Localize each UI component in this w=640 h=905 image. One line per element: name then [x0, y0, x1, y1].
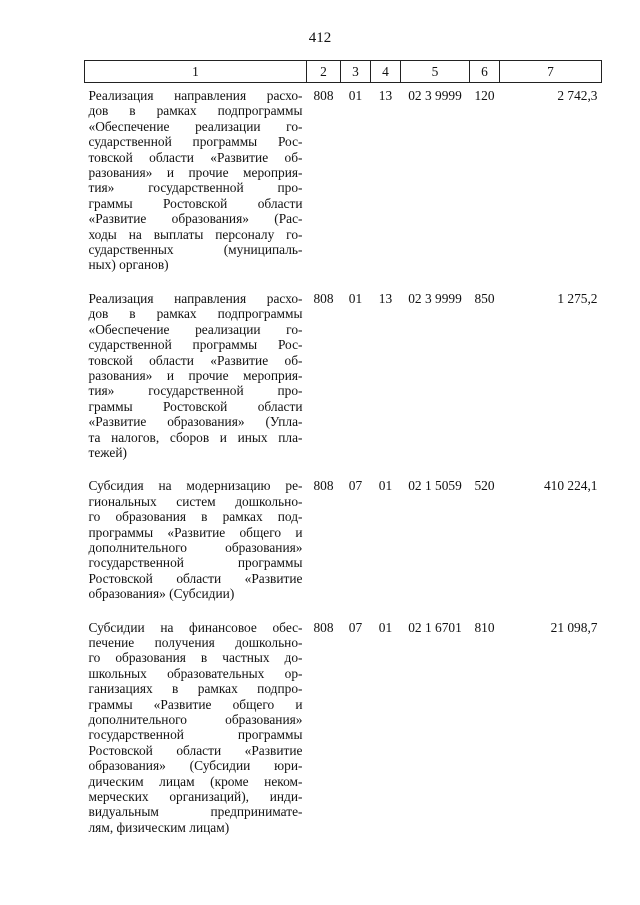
description-line: мерческих организаций), инди- [88, 789, 303, 805]
expense-type-cell: 850 [474, 290, 495, 306]
description-line: дополнительного образования» [88, 712, 303, 728]
subsection-code-cell: 13 [378, 290, 393, 306]
description-cell [85, 475, 307, 616]
column-header: 7 [500, 61, 602, 83]
description-line: разования» и прочие мероприя- [88, 367, 303, 383]
section-code-cell: 01 [348, 290, 363, 306]
description-line: сударственной программы Рос- [88, 134, 303, 150]
ministry-code-cell: 808 [313, 478, 334, 494]
description-line: гиональных систем дошкольно- [88, 493, 303, 509]
description-line: дополнительного образования» [88, 539, 303, 555]
column-header: 1 [85, 61, 307, 83]
description-line: видуальным предпринимате- [88, 804, 303, 820]
description-line: Ростовской области «Развитие [88, 742, 303, 758]
description-line: тия» государственной про- [88, 383, 303, 399]
description-line: «Обеспечение реализации го- [88, 118, 303, 134]
description-line: лям, физическим лицам) [88, 819, 230, 835]
description-line: сударственной программы Рос- [88, 337, 303, 353]
target-article-cell: 02 3 9999 [408, 88, 462, 103]
description-line: Субсидии на финансовое обес- [88, 619, 303, 635]
description-line: образования» (Субсидии) [88, 586, 235, 602]
description-line: тежей) [88, 444, 127, 460]
description-line: дическим лицам (кроме неком- [88, 773, 303, 789]
description-line: го образования в частных до- [88, 650, 303, 666]
description-line: Субсидия на модернизацию ре- [88, 478, 303, 494]
description-line: Реализация направления расхо- [88, 88, 303, 103]
description-line: Реализация направления расхо- [88, 290, 303, 306]
target-article-cell: 02 3 9999 [408, 290, 462, 306]
description-line: «Обеспечение реализации го- [88, 321, 303, 337]
table-row [85, 288, 602, 475]
amount-cell: 410 224,1 [543, 478, 598, 494]
description-line: граммы Ростовской области [88, 195, 303, 211]
description-line: та налогов, сборов и иных пла- [88, 429, 303, 445]
budget-table [84, 60, 602, 850]
table-row [85, 617, 602, 851]
description-line: программы «Развитие общего и [88, 524, 303, 540]
description-line: разования» и прочие мероприя- [88, 165, 303, 181]
description-line: дов в рамках подпрограммы [88, 103, 303, 119]
subsection-code-cell: 01 [378, 478, 393, 494]
column-header: 2 [307, 61, 341, 83]
description-line: го образования в рамках под- [88, 509, 303, 525]
target-article-cell: 02 1 5059 [408, 478, 462, 494]
table-row [85, 475, 602, 616]
ministry-code-cell: 808 [313, 619, 334, 635]
description-line: школьных образовательных ор- [88, 665, 303, 681]
column-header: 5 [401, 61, 470, 83]
expense-type-cell: 120 [474, 88, 495, 103]
description-line: граммы Ростовской области [88, 398, 303, 414]
target-article-cell: 02 1 6701 [408, 619, 462, 635]
description-line: «Развитие образования» (Рас- [88, 211, 303, 227]
table-row [85, 83, 602, 288]
column-header: 4 [371, 61, 401, 83]
page-number: 412 [308, 30, 332, 46]
description-line: дов в рамках подпрограммы [88, 306, 303, 322]
table-body [85, 83, 602, 851]
description-line: товской области «Развитие об- [88, 149, 303, 165]
subsection-code-cell: 13 [378, 88, 393, 103]
column-header: 6 [470, 61, 500, 83]
amount-cell: 21 098,7 [550, 619, 598, 635]
description-cell [85, 83, 307, 288]
ministry-code-cell: 808 [313, 88, 334, 103]
description-cell [85, 288, 307, 475]
description-line: государственной программы [88, 555, 303, 571]
description-line: ходы на выплаты персоналу го- [88, 226, 303, 242]
expense-type-cell: 810 [474, 619, 495, 635]
section-code-cell: 07 [348, 619, 363, 635]
ministry-code-cell: 808 [313, 290, 334, 306]
subsection-code-cell: 01 [378, 619, 393, 635]
description-line: печение получения дошкольно- [88, 635, 303, 650]
description-line: государственной программы [88, 727, 303, 743]
section-code-cell: 07 [348, 478, 363, 494]
description-line: ганизациях в рамках подпро- [88, 681, 303, 697]
section-code-cell: 01 [348, 88, 363, 103]
table-header [85, 61, 602, 83]
description-line: сударственных (муниципаль- [88, 242, 303, 258]
description-line: «Развитие образования» (Упла- [88, 414, 303, 430]
description-line: образования» (Субсидии юри- [88, 758, 303, 774]
description-line: товской области «Развитие об- [88, 352, 303, 368]
description-cell [85, 617, 307, 851]
description-line: граммы «Развитие общего и [88, 696, 303, 712]
amount-cell: 1 275,2 [557, 290, 598, 306]
expense-type-cell: 520 [474, 478, 495, 494]
description-line: ных) органов) [88, 257, 169, 273]
amount-cell: 2 742,3 [557, 88, 598, 103]
description-line: тия» государственной про- [88, 180, 303, 196]
column-header: 3 [341, 61, 371, 83]
description-line: Ростовской области «Развитие [88, 570, 303, 586]
